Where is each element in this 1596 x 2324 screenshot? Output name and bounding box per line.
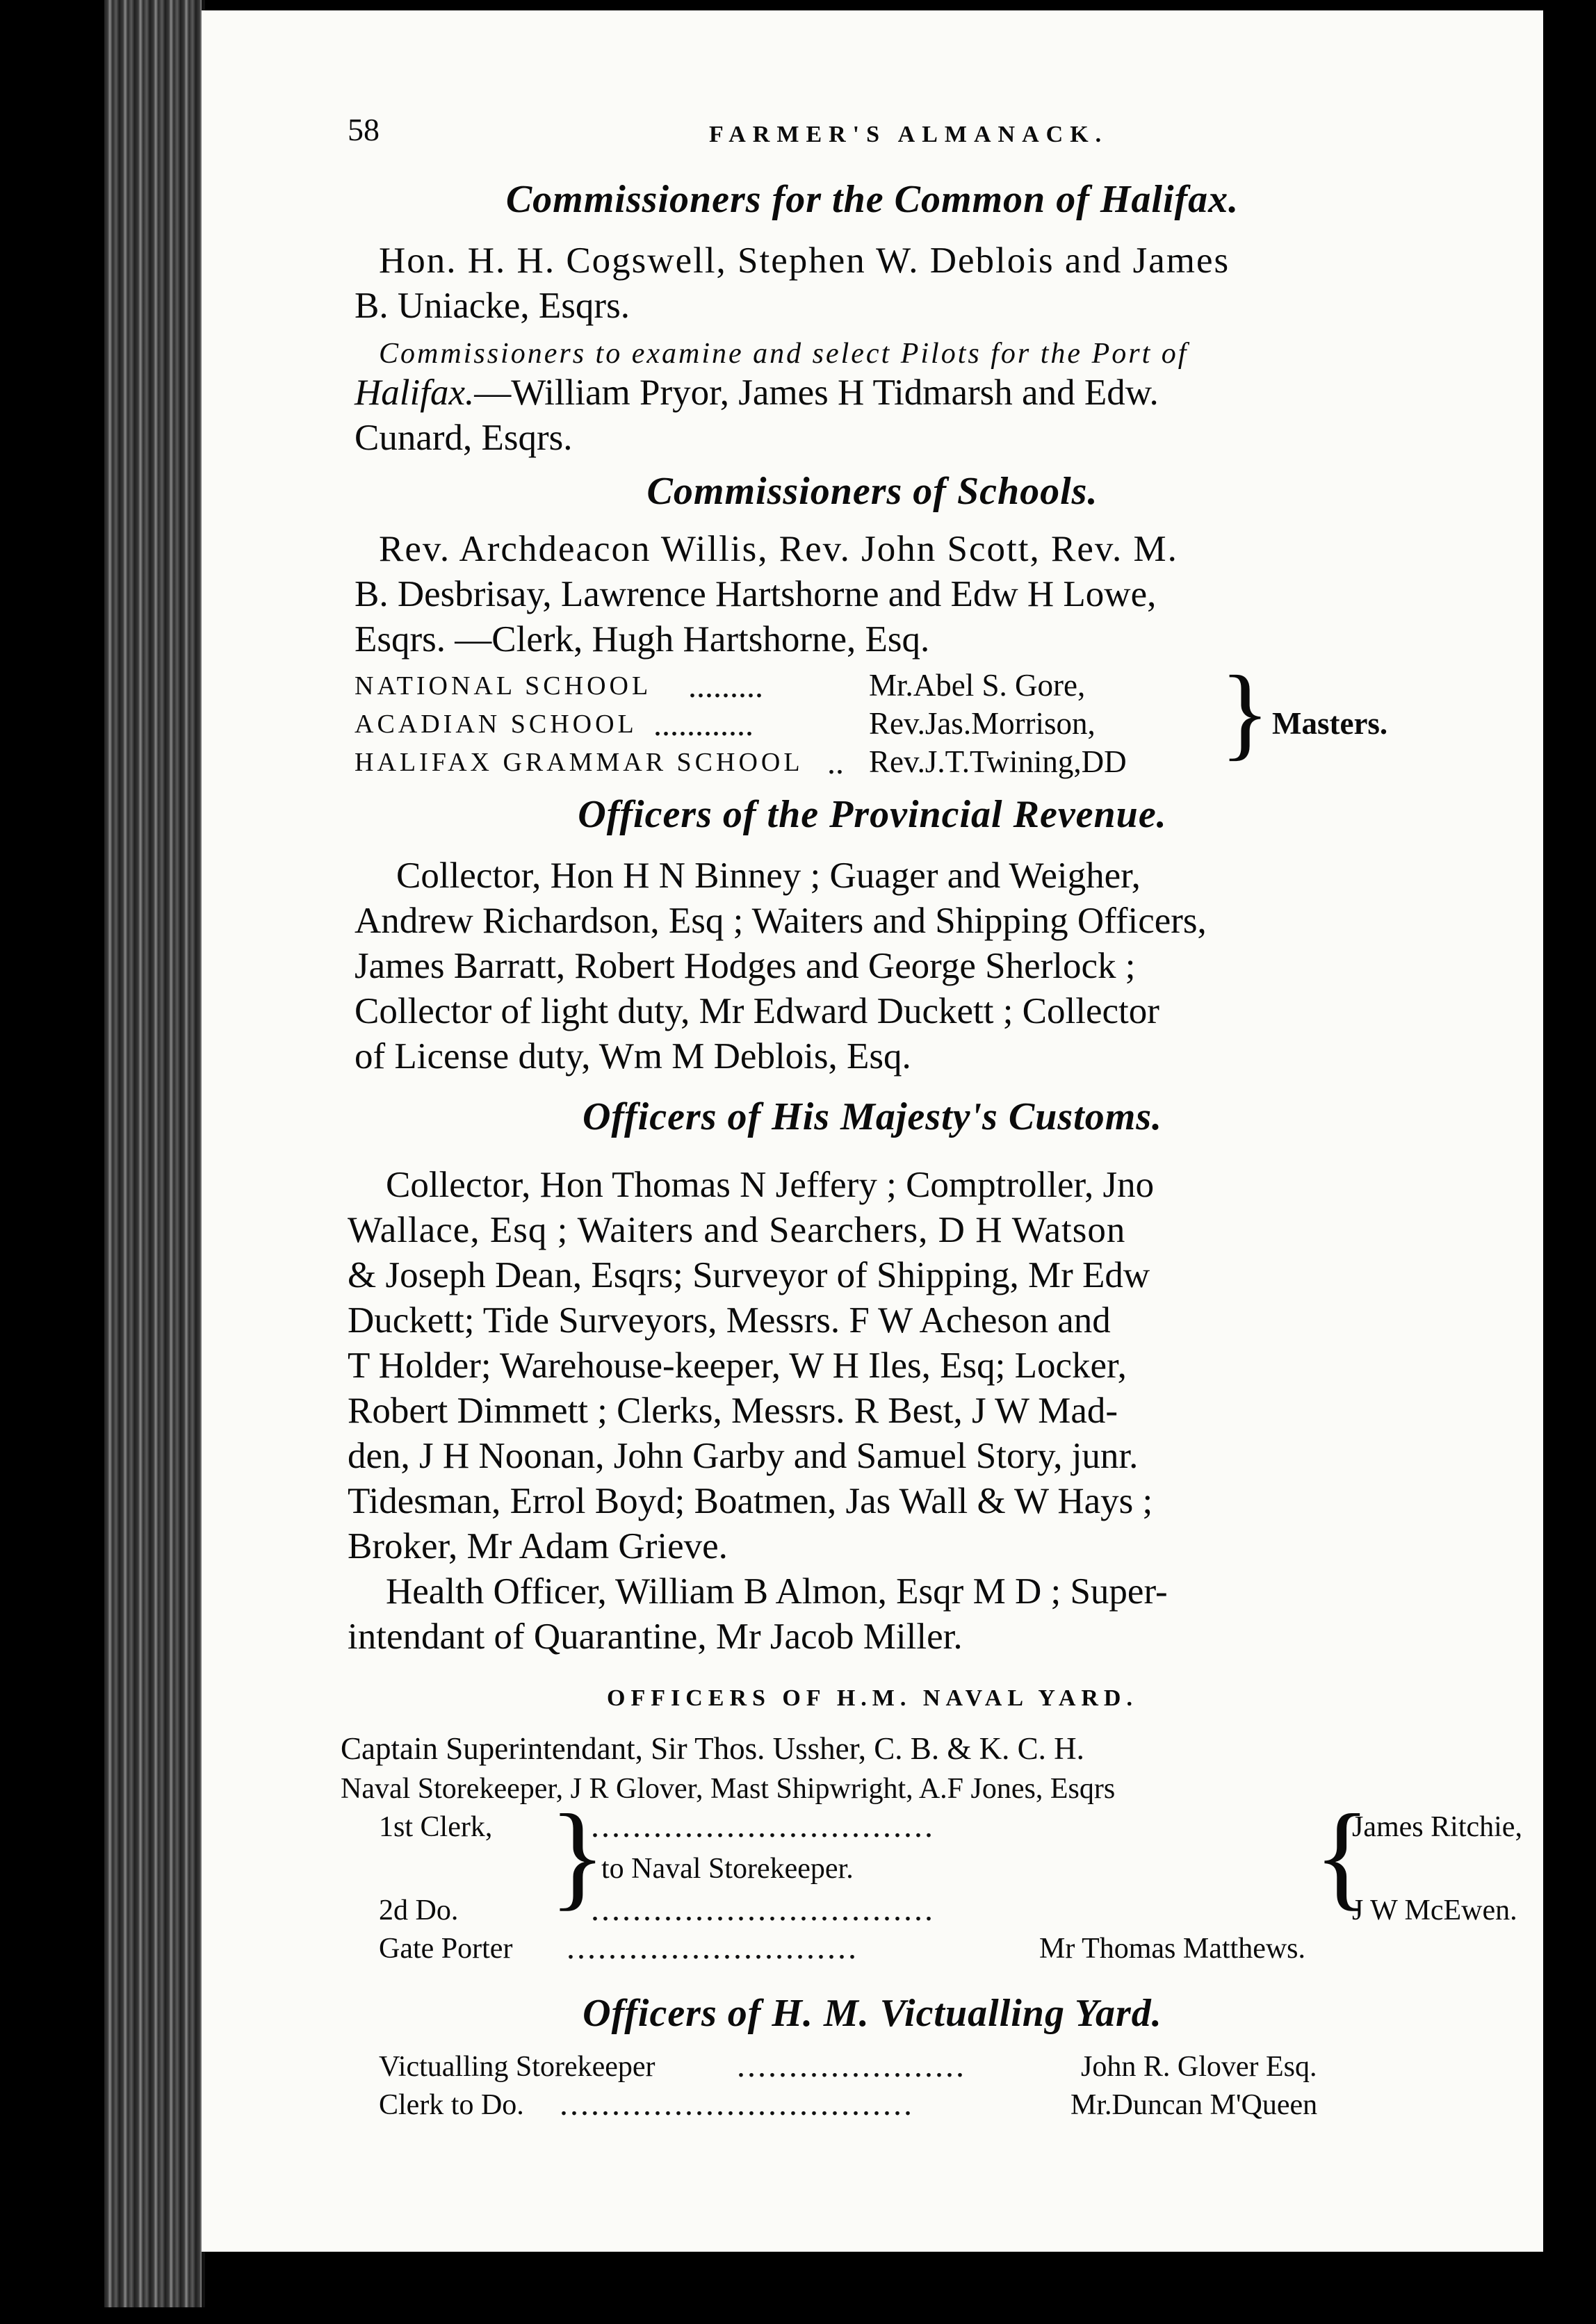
left-brace: } [549,1790,606,1921]
revenue-line: James Barratt, Robert Hodges and George Sherlock ; [355,946,1136,986]
pilots-line-1: Commissioners to examine and select Pilots for the Port of [379,338,1189,370]
running-title: FARMER'S ALMANACK. [709,122,1109,147]
schools-line-2: B. Desbrisay, Lawrence Hartshorne and Edw H Lowe, [355,574,1157,614]
customs-line: Broker, Mr Adam Grieve. [348,1526,728,1566]
almanac-page [202,10,1543,2252]
school-name-acadian: ACADIAN SCHOOL [355,710,637,739]
customs-line: Robert Dimmett ; Clerks, Messrs. R Best, J W Mad- [348,1391,1118,1431]
customs-line: Collector, Hon Thomas N Jeffery ; Comptroller, Jno [386,1165,1155,1205]
pilots-line-2 [355,372,1159,414]
victualling-row1-name: John R. Glover Esq. [1081,2051,1317,2083]
customs-line: Tidesman, Errol Boyd; Boatmen, Jas Wall & W Hays ; [348,1481,1153,1521]
leader-dots: ............................ [567,1929,858,1966]
customs-line: Wallace, Esq ; Waiters and Searchers, D H Watson [348,1210,1126,1250]
school-name-national: NATIONAL SCHOOL [355,671,652,701]
page-number: 58 [348,112,380,147]
common-line-1: Hon. H. H. Cogswell, Stephen W. Deblois and James [379,240,1230,281]
clerk1-name: James Ritchie, [1352,1811,1522,1843]
right-brace: { [1314,1790,1371,1921]
leader-dots: .. [827,744,844,781]
victualling-row2-name: Mr.Duncan M'Queen [1070,2089,1318,2121]
pilots-names: —William Pryor, James H Tidmarsh and Edw. [474,373,1159,413]
victualling-row1-label: Victualling Storekeeper [379,2051,656,2083]
customs-line: intendant of Quarantine, Mr Jacob Miller. [348,1617,963,1657]
school-name-grammar: HALIFAX GRAMMAR SCHOOL [355,748,804,777]
schools-line-1: Rev. Archdeacon Willis, Rev. John Scott, Rev. M. [379,529,1178,569]
leader-dots: .................................. [560,2086,914,2122]
naval-line-2: Naval Storekeeper, J R Glover, Mast Shipwright, A.F Jones, Esqrs [341,1773,1116,1805]
leader-dots: ................................. [591,1808,935,1844]
clerk2-name: J W McEwen. [1352,1895,1517,1926]
pilots-line-3: Cunard, Esqrs. [355,418,573,458]
naval-line-1: Captain Superintendant, Sir Thos. Ussher, C. B. & K. C. H. [341,1731,1084,1766]
gate-porter-label: Gate Porter [379,1933,513,1965]
clerk1-label: 1st Clerk, [379,1811,493,1843]
section-title-naval: OFFICERS OF H.M. NAVAL YARD. [607,1685,1138,1711]
common-line-2: B. Uniacke, Esqrs. [355,286,630,326]
book-binding-edge [104,0,205,2307]
masters-label: Masters. [1272,706,1388,741]
customs-line: & Joseph Dean, Esqrs; Surveyor of Shipping, Mr Edw [348,1255,1150,1295]
section-title-revenue: Officers of the Provincial Revenue. [578,793,1167,836]
revenue-line: Collector, Hon H N Binney ; Guager and Weigher, [396,856,1141,896]
gate-porter-name: Mr Thomas Matthews. [1039,1933,1306,1965]
customs-line: Health Officer, William B Almon, Esqr M D ; Super- [386,1571,1168,1612]
master-acadian: Rev.Jas.Morrison, [869,706,1096,741]
leader-dots: ...................... [737,2047,966,2084]
revenue-line: Andrew Richardson, Esq ; Waiters and Shipping Officers, [355,901,1207,941]
section-title-victualling: Officers of H. M. Victualling Yard. [583,1992,1162,2035]
clerk-shared-role: to Naval Storekeeper. [601,1853,854,1885]
schools-line-3: Esqrs. —Clerk, Hugh Hartshorne, Esq. [355,619,930,660]
section-title-schools: Commissioners of Schools. [646,470,1098,513]
revenue-line: Collector of light duty, Mr Edward Duckett ; Collector [355,991,1159,1031]
leader-dots: ......... [688,668,763,705]
pilots-halifax: Halifax. [355,373,475,413]
victualling-row2-label: Clerk to Do. [379,2089,524,2121]
revenue-line: of License duty, Wm M Deblois, Esq. [355,1036,911,1077]
master-national: Mr.Abel S. Gore, [869,668,1086,703]
master-grammar: Rev.J.T.Twining,DD [869,744,1127,779]
customs-line: Duckett; Tide Surveyors, Messrs. F W Acheson and [348,1300,1111,1341]
section-title-customs: Officers of His Majesty's Customs. [582,1095,1163,1138]
customs-line: den, J H Noonan, John Garby and Samuel Story, junr. [348,1436,1139,1476]
leader-dots: ................................. [591,1891,935,1928]
customs-line: T Holder; Warehouse-keeper, W H Iles, Esq; Locker, [348,1345,1127,1386]
leader-dots: ............ [653,706,754,743]
section-title-common: Commissioners for the Common of Halifax. [505,178,1239,221]
clerk2-label: 2d Do. [379,1895,459,1926]
right-brace: } [1220,655,1270,770]
